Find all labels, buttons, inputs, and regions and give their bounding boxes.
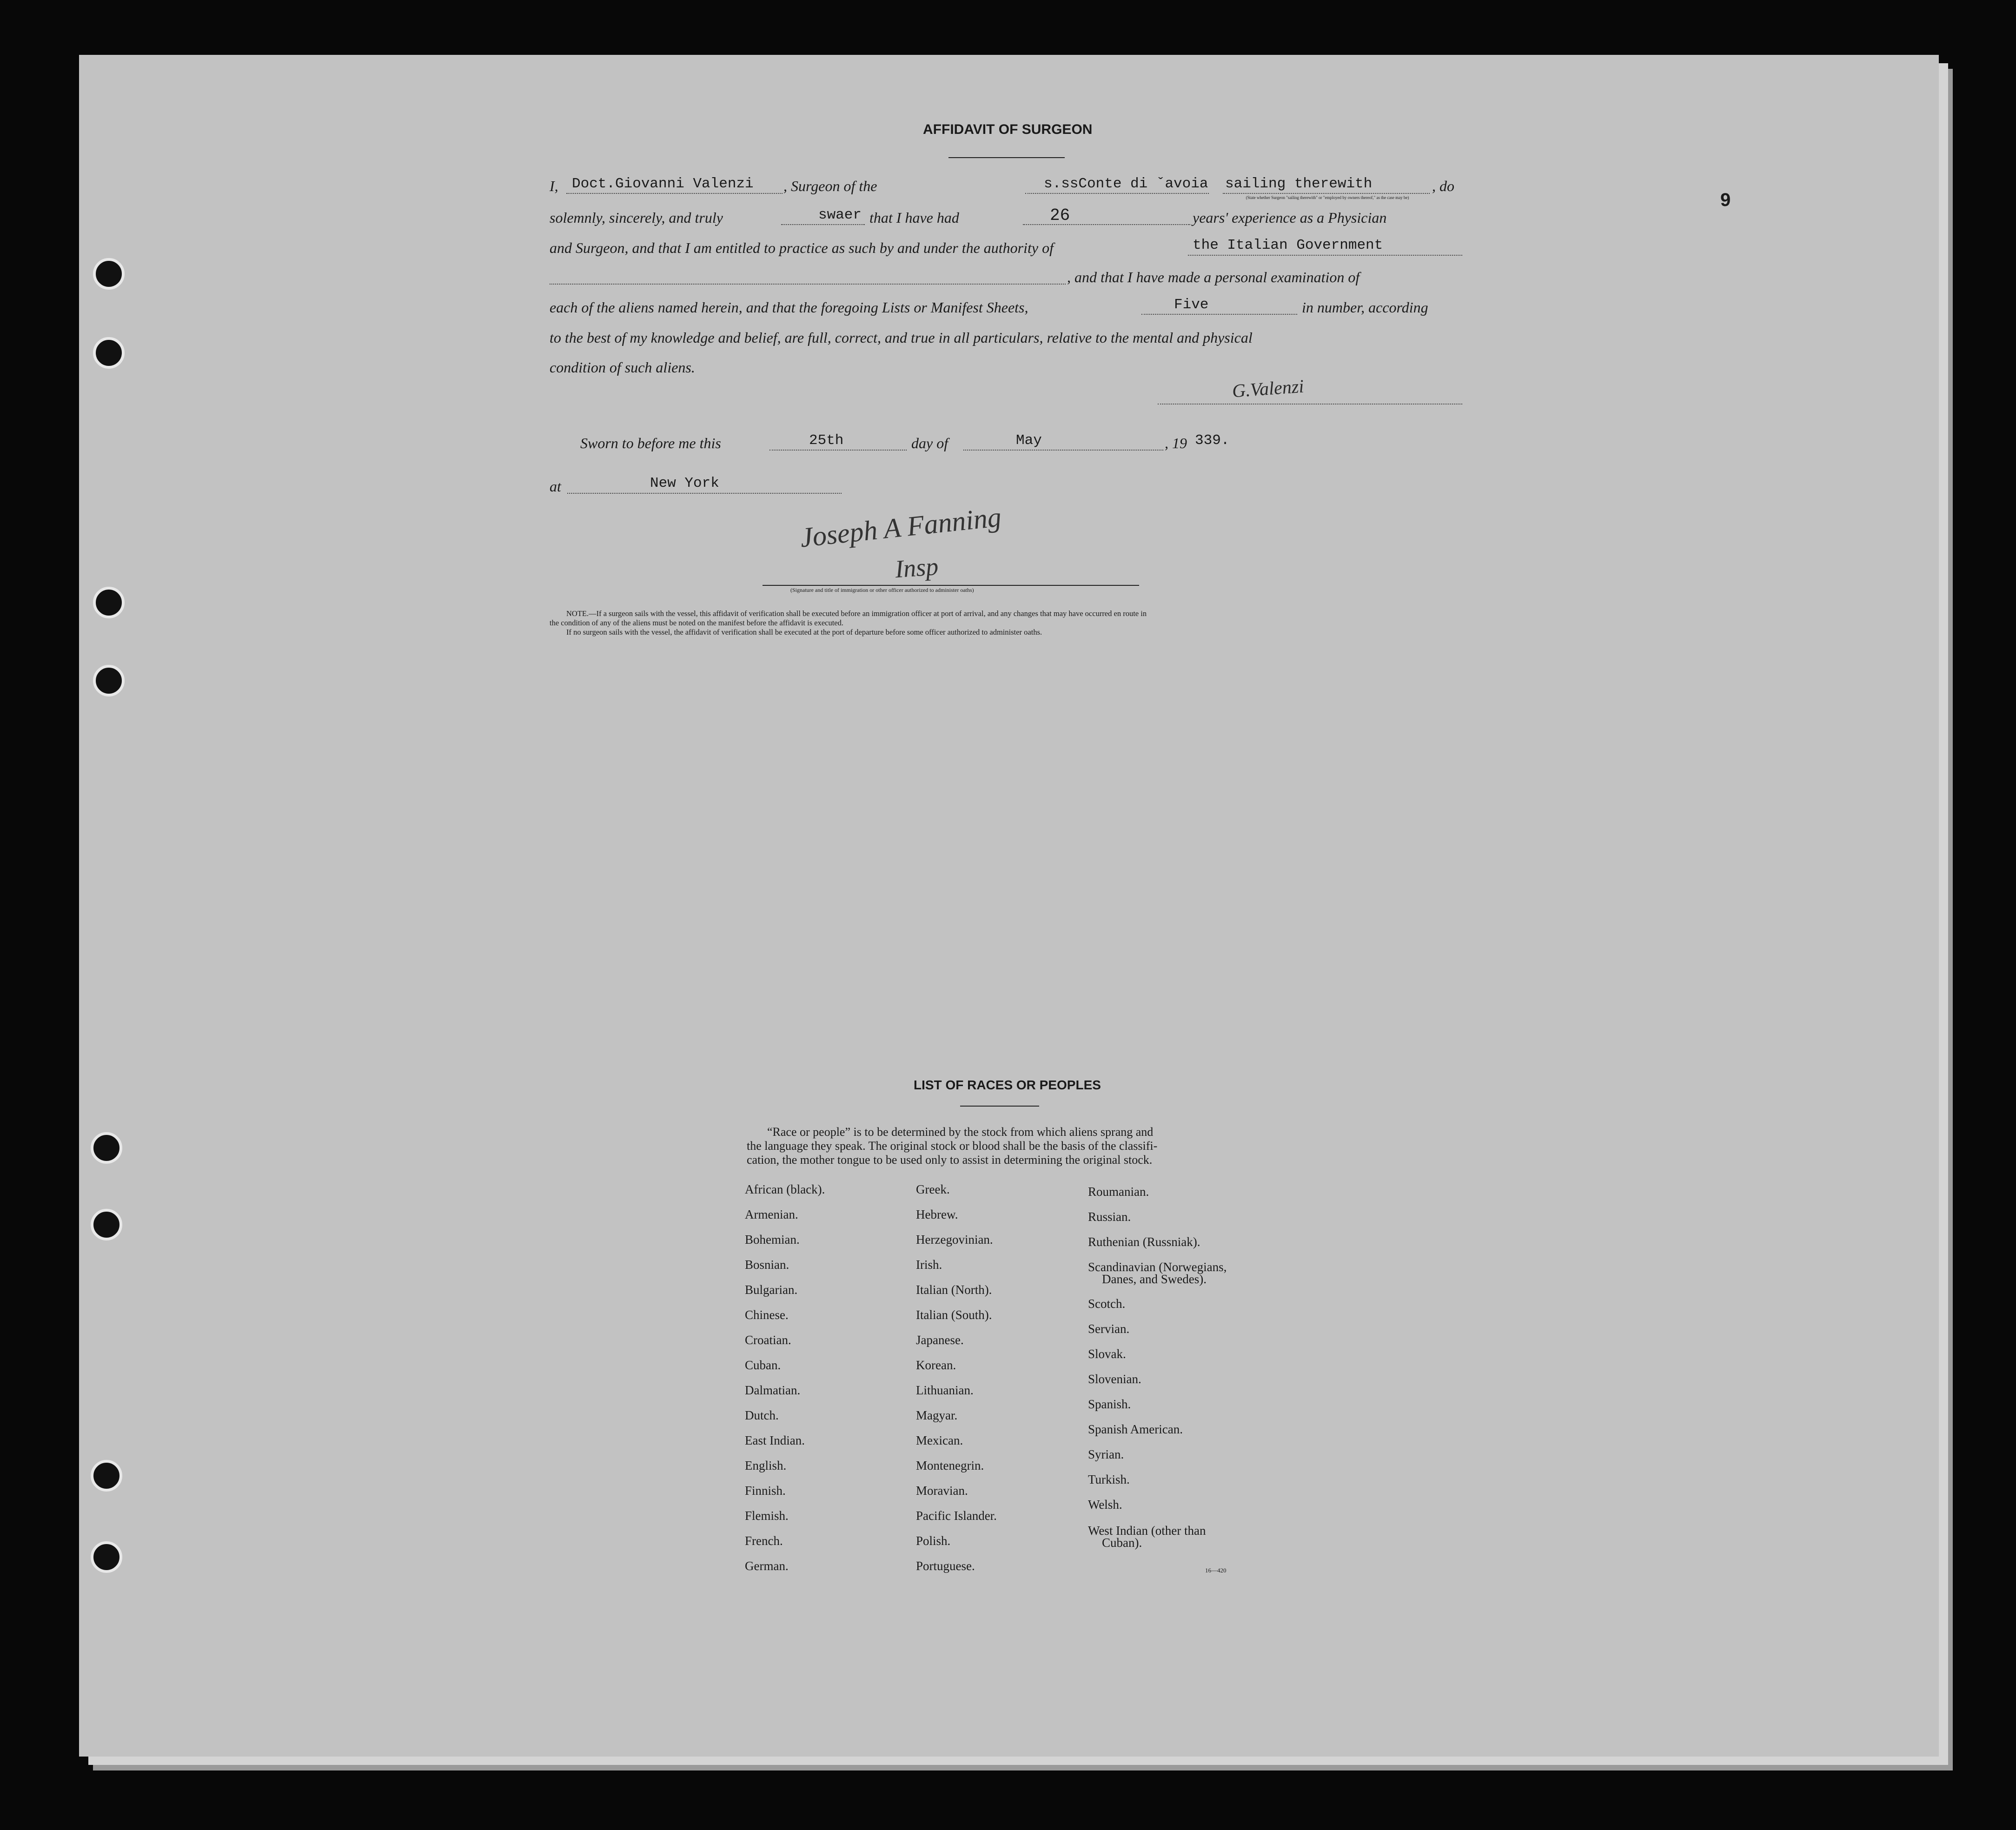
affidavit-line2-mid: that I have had xyxy=(869,209,959,226)
races-intro-2: the language they speak. The original stock or blood shall be the basis of the classifi- xyxy=(747,1139,1158,1153)
sworn-month-line xyxy=(963,450,1163,451)
race-item: Japanese. xyxy=(916,1333,964,1347)
race-item: Danes, and Swedes). xyxy=(1102,1272,1207,1286)
title-rule xyxy=(948,157,1065,158)
race-item: West Indian (other than xyxy=(1088,1524,1206,1538)
note-line-2: the condition of any of the aliens must be noted on the manifest before the affidavit is executed. xyxy=(550,618,844,627)
race-item: Servian. xyxy=(1088,1322,1130,1336)
page-number: 9 xyxy=(1720,190,1731,210)
vessel-name: s.ssConte di ˇavoia xyxy=(1044,176,1208,192)
authority-line-cont xyxy=(550,284,1066,285)
affidavit-line1-start: I, xyxy=(550,178,558,194)
race-item: Magyar. xyxy=(916,1408,958,1422)
race-item: Korean. xyxy=(916,1358,956,1372)
race-item: French. xyxy=(745,1534,783,1548)
at-label: at xyxy=(550,478,561,495)
binder-hole xyxy=(91,1541,122,1573)
race-item: Ruthenian (Russniak). xyxy=(1088,1235,1200,1249)
affidavit-line2-end: years' experience as a Physician xyxy=(1193,209,1387,226)
officer-caption: (Signature and title of immigration or other officer authorized to administer oaths) xyxy=(790,587,974,593)
sworn-mid: day of xyxy=(911,435,948,451)
race-item: Cuban). xyxy=(1102,1536,1142,1550)
affidavit-line1-end: , do xyxy=(1432,178,1454,194)
race-item: Portuguese. xyxy=(916,1559,975,1573)
race-item: Mexican. xyxy=(916,1433,963,1447)
sailing-status: sailing therewith xyxy=(1225,176,1373,192)
affidavit-line2-start: solemnly, sincerely, and truly xyxy=(550,209,723,226)
race-item: Slovak. xyxy=(1088,1347,1126,1361)
oath-word: swaer xyxy=(818,207,862,223)
race-item: Bulgarian. xyxy=(745,1283,798,1297)
note-line-1: NOTE.—If a surgeon sails with the vessel, this affidavit of verification shall be executed before an immigration officer at port of arrival, and any changes that may have occurred en route in xyxy=(566,609,1147,618)
race-item: Spanish. xyxy=(1088,1397,1131,1411)
sworn-start: Sworn to before me this xyxy=(580,435,721,451)
race-item: Hebrew. xyxy=(916,1207,958,1221)
race-item: Lithuanian. xyxy=(916,1383,974,1397)
note-line-3: If no surgeon sails with the vessel, the affidavit of verification shall be executed at the port of departure before some officer authorized to administer oaths. xyxy=(566,628,1042,637)
officer-signature-line xyxy=(763,585,1139,586)
race-item: Roumanian. xyxy=(1088,1185,1149,1199)
binder-hole xyxy=(91,1209,122,1240)
race-item: Pacific Islander. xyxy=(916,1509,997,1523)
binder-hole xyxy=(93,337,125,369)
binder-hole xyxy=(93,665,125,696)
race-item: Moravian. xyxy=(916,1484,968,1498)
form-number: 16—420 xyxy=(1205,1567,1227,1574)
race-item: Croatian. xyxy=(745,1333,791,1347)
sheet-count: Five xyxy=(1174,297,1209,313)
sworn-day: 25th xyxy=(809,432,844,449)
affidavit-line6: to the best of my knowledge and belief, are full, correct, and true in all particulars, relative to the mental and physical xyxy=(550,329,1253,346)
surgeon-name-line xyxy=(566,193,783,194)
affidavit-line7: condition of such aliens. xyxy=(550,359,695,376)
affidavit-line3-start: and Surgeon, and that I am entitled to practice as such by and under the authority of xyxy=(550,239,1054,256)
race-item: Flemish. xyxy=(745,1509,789,1523)
races-intro-3: cation, the mother tongue to be used only to assist in determining the original stock. xyxy=(747,1153,1153,1167)
race-item: Dutch. xyxy=(745,1408,779,1422)
sworn-year-prefix: , 19 xyxy=(1165,435,1187,451)
race-item: Polish. xyxy=(916,1534,951,1548)
race-item: Armenian. xyxy=(745,1207,798,1221)
races-intro-1: “Race or people” is to be determined by the stock from which aliens sprang and xyxy=(767,1125,1154,1139)
sailing-line xyxy=(1223,193,1430,194)
sailing-note: (State whether Surgeon "sailing therewith" or "employed by owners thereof," as the case may be) xyxy=(1246,195,1409,200)
race-item: Welsh. xyxy=(1088,1498,1122,1512)
race-item: Herzegovinian. xyxy=(916,1233,993,1247)
officer-title-signature: Insp xyxy=(894,552,939,583)
officer-signature: Joseph A Fanning xyxy=(798,501,1003,553)
race-item: Dalmatian. xyxy=(745,1383,801,1397)
sworn-day-line xyxy=(769,450,907,451)
affidavit-line5-start: each of the aliens named herein, and that the foregoing Lists or Manifest Sheets, xyxy=(550,299,1028,316)
race-item: Greek. xyxy=(916,1182,950,1196)
races-title: LIST OF RACES OR PEOPLES xyxy=(914,1078,1101,1092)
race-item: Finnish. xyxy=(745,1484,786,1498)
race-item: Montenegrin. xyxy=(916,1459,984,1472)
sheets-line xyxy=(1141,314,1297,315)
years-line xyxy=(1023,224,1190,225)
race-item: Scandinavian (Norwegians, xyxy=(1088,1260,1227,1274)
binder-hole xyxy=(91,1460,122,1492)
surgeon-name: Doct.Giovanni Valenzi xyxy=(572,176,754,192)
race-item: Italian (South). xyxy=(916,1308,992,1322)
race-item: German. xyxy=(745,1559,789,1573)
race-item: Bosnian. xyxy=(745,1258,789,1272)
affidavit-line1-mid: , Surgeon of the xyxy=(783,178,877,194)
race-item: Scotch. xyxy=(1088,1297,1126,1311)
affidavit-line5-end: in number, according xyxy=(1302,299,1428,316)
race-item: Italian (North). xyxy=(916,1283,992,1297)
licensing-authority: the Italian Government xyxy=(1193,237,1383,253)
oath-line xyxy=(781,224,865,225)
binder-hole xyxy=(93,587,125,618)
race-item: Syrian. xyxy=(1088,1447,1124,1461)
authority-line xyxy=(1188,255,1462,256)
race-item: Bohemian. xyxy=(745,1233,800,1247)
sworn-year: 339. xyxy=(1195,432,1230,449)
at-place-line xyxy=(567,493,842,494)
at-place: New York xyxy=(650,475,719,491)
affidavit-line4: , and that I have made a personal examination of xyxy=(1067,269,1360,285)
races-title-rule xyxy=(960,1106,1039,1107)
binder-hole xyxy=(93,258,125,290)
race-item: East Indian. xyxy=(745,1433,805,1447)
race-item: African (black). xyxy=(745,1182,825,1196)
race-item: Russian. xyxy=(1088,1210,1131,1224)
race-item: Chinese. xyxy=(745,1308,789,1322)
surgeon-signature: G.Valenzi xyxy=(1231,375,1305,402)
race-item: Slovenian. xyxy=(1088,1372,1141,1386)
race-item: Spanish American. xyxy=(1088,1422,1183,1436)
race-item: Irish. xyxy=(916,1258,942,1272)
race-item: Turkish. xyxy=(1088,1472,1130,1486)
years-count: 26 xyxy=(1050,206,1070,225)
vessel-line xyxy=(1025,193,1209,194)
affidavit-title: AFFIDAVIT OF SURGEON xyxy=(923,122,1093,137)
sworn-month: May xyxy=(1016,432,1042,449)
race-item: English. xyxy=(745,1459,787,1472)
binder-hole xyxy=(91,1132,122,1164)
race-item: Cuban. xyxy=(745,1358,781,1372)
